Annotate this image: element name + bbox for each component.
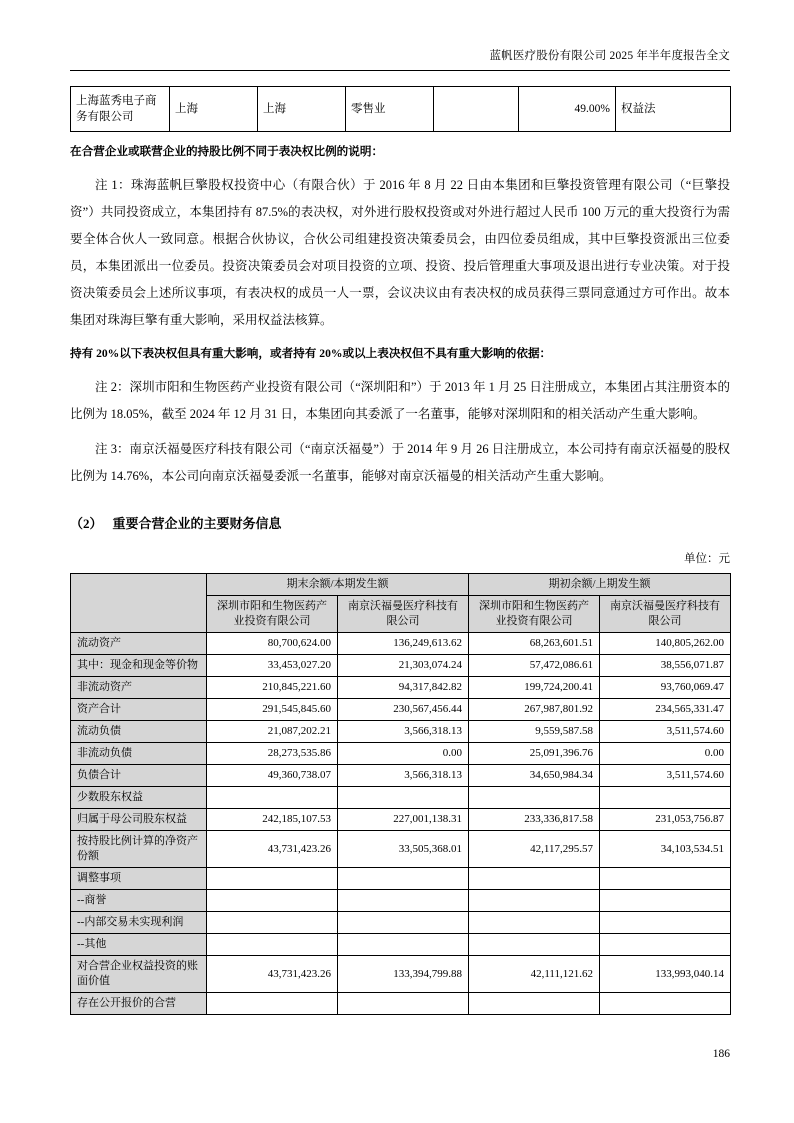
cell-accounting-method: 权益法 [616, 87, 731, 132]
fin-cell: 34,103,534.51 [600, 831, 731, 868]
fin-cell: 233,336,817.58 [469, 809, 600, 831]
fin-cell [469, 912, 600, 934]
section-number: （2） [70, 516, 103, 531]
fin-cell: 231,053,756.87 [600, 809, 731, 831]
fin-cell [338, 934, 469, 956]
fin-cell: 68,263,601.51 [469, 633, 600, 655]
section-title-text: 重要合营企业的主要财务信息 [112, 516, 282, 531]
fin-cell: 25,091,396.76 [469, 743, 600, 765]
fin-cell: 3,511,574.60 [600, 721, 731, 743]
fin-table-row [71, 993, 731, 1015]
fin-cell: 133,993,040.14 [600, 956, 731, 993]
fin-cell: 3,511,574.60 [600, 765, 731, 787]
fin-row-label: 非流动资产 [71, 677, 207, 699]
fin-cell [600, 787, 731, 809]
page-content [70, 86, 730, 1015]
fin-cell: 43,731,423.26 [207, 831, 338, 868]
fin-cell: 57,472,086.61 [469, 655, 600, 677]
fin-row-label: --内部交易未实现利润 [71, 912, 207, 934]
fin-corner-cell [71, 574, 207, 633]
fin-cell: 34,650,984.34 [469, 765, 600, 787]
fin-cell: 133,394,799.88 [338, 956, 469, 993]
fin-table-row [71, 633, 731, 655]
fin-cell: 140,805,262.00 [600, 633, 731, 655]
fin-row-label: 存在公开报价的合营 [71, 993, 207, 1015]
fin-cell: 3,566,318.13 [338, 765, 469, 787]
fin-cell: 21,303,074.24 [338, 655, 469, 677]
fin-cell [207, 787, 338, 809]
group-header-prior: 期初余额/上期发生额 [469, 574, 731, 596]
fin-cell: 0.00 [338, 743, 469, 765]
fin-table-row [71, 655, 731, 677]
fin-row-label: 对合营企业权益投资的账面价值 [71, 956, 207, 993]
fin-group-header-row [71, 574, 731, 596]
fin-cell [600, 934, 731, 956]
unit-label: 单位：元 [684, 553, 730, 565]
fin-cell: 9,559,587.58 [469, 721, 600, 743]
fin-row-label: --商誉 [71, 890, 207, 912]
fin-table-row [71, 765, 731, 787]
fin-cell [207, 868, 338, 890]
fin-table-row [71, 699, 731, 721]
fin-table-row [71, 677, 731, 699]
fin-row-label: --其他 [71, 934, 207, 956]
cell-company-name: 上海蓝秀电子商务有限公司 [71, 87, 170, 132]
fin-table-body [71, 574, 731, 1015]
spacer [70, 428, 730, 436]
fin-cell [469, 890, 600, 912]
note-1-paragraph: 注 1：珠海蓝帆巨擎股权投资中心（有限合伙）于 2016 年 8 月 22 日由本集团和巨擎投资管理有限公司（“巨擎投资”）共同投资成立，本集团持有 87.5%的表决权，对外进行股权投资或对外进行超过人民币 100 万元的重大投资行为需要全体合伙人一致同意。根据合伙协议，合伙公司组建投资决策委员会，由四位委员组成，其中巨擎投资派出三位委员，本集团派出一位委员。投资决策委员会对项目投资的立项、投资、投后管理重大事项及退出进行专业决策。对于投资决策委员会上述所议事项，有表决权的成员一人一票，会议决议由有表决权的成员获得三票同意通过方可作出。故本集团对珠海巨擎有重大影响，采用权益法核算。 [70, 178, 730, 327]
fin-cell [207, 912, 338, 934]
fin-cell [469, 787, 600, 809]
fin-row-label: 少数股东权益 [71, 787, 207, 809]
cell-direct-ratio [434, 87, 519, 132]
fin-cell: 38,556,071.87 [600, 655, 731, 677]
fin-table-row [71, 890, 731, 912]
fin-cell [338, 912, 469, 934]
fin-cell: 94,317,842.82 [338, 677, 469, 699]
fin-table-row [71, 809, 731, 831]
equity-investment-table [70, 86, 731, 132]
section-heading [70, 512, 730, 536]
fin-cell [600, 993, 731, 1015]
fin-cell: 291,545,845.60 [207, 699, 338, 721]
cell-indirect-ratio: 49.00% [519, 87, 616, 132]
fin-cell: 43,731,423.26 [207, 956, 338, 993]
note-3-paragraph: 注 3：南京沃福曼医疗科技有限公司（“南京沃福曼”）于 2014 年 9 月 26 日注册成立，本公司持有南京沃福曼的股权比例为 14.76%，本公司向南京沃福曼委派一名董事，能够对南京沃福曼的相关活动产生重大影响。 [70, 442, 730, 483]
fin-cell [207, 993, 338, 1015]
column-header-2: 南京沃福曼医疗科技有限公司 [338, 596, 469, 633]
fin-row-label: 流动负债 [71, 721, 207, 743]
fin-row-label: 调整事项 [71, 868, 207, 890]
spacer [70, 366, 730, 374]
fin-table-row [71, 787, 731, 809]
fin-cell: 33,453,027.20 [207, 655, 338, 677]
fin-cell [338, 868, 469, 890]
fin-row-label: 其中：现金和现金等价物 [71, 655, 207, 677]
fin-table-row [71, 912, 731, 934]
column-header-1: 深圳市阳和生物医药产业投资有限公司 [207, 596, 338, 633]
fin-cell [469, 868, 600, 890]
column-header-4: 南京沃福曼医疗科技有限公司 [600, 596, 731, 633]
fin-cell [600, 890, 731, 912]
fin-cell: 199,724,200.41 [469, 677, 600, 699]
fin-cell [469, 934, 600, 956]
fin-table-row [71, 831, 731, 868]
fin-cell [469, 993, 600, 1015]
spacer [70, 334, 730, 342]
fin-row-label: 流动资产 [71, 633, 207, 655]
fin-cell: 3,566,318.13 [338, 721, 469, 743]
fin-cell: 136,249,613.62 [338, 633, 469, 655]
fin-row-label: 资产合计 [71, 699, 207, 721]
cell-business-place: 上海 [170, 87, 258, 132]
fin-table-row [71, 868, 731, 890]
group-header-current: 期末余额/本期发生额 [207, 574, 469, 596]
fin-table-row [71, 956, 731, 993]
fin-cell: 33,505,368.01 [338, 831, 469, 868]
fin-cell: 80,700,624.00 [207, 633, 338, 655]
fin-table-row [71, 743, 731, 765]
column-header-3: 深圳市阳和生物医药产业投资有限公司 [469, 596, 600, 633]
fin-table-row [71, 934, 731, 956]
fin-cell [207, 890, 338, 912]
spacer [70, 536, 730, 549]
joint-venture-financials-table [70, 573, 731, 1015]
fin-cell: 42,117,295.57 [469, 831, 600, 868]
fin-table-row [71, 721, 731, 743]
fin-cell: 21,087,202.21 [207, 721, 338, 743]
fin-cell [207, 934, 338, 956]
spacer [70, 132, 730, 140]
voting-ratio-lead: 在合营企业或联营企业的持股比例不同于表决权比例的说明： [70, 145, 384, 158]
fin-cell: 49,360,738.07 [207, 765, 338, 787]
fin-cell: 0.00 [600, 743, 731, 765]
fin-cell: 230,567,456.44 [338, 699, 469, 721]
fin-cell: 242,185,107.53 [207, 809, 338, 831]
fin-cell [338, 993, 469, 1015]
fin-cell [600, 912, 731, 934]
fin-cell [600, 868, 731, 890]
fin-cell [338, 890, 469, 912]
table-row [71, 87, 731, 132]
fin-cell: 210,845,221.60 [207, 677, 338, 699]
significant-influence-lead: 持有 20%以下表决权但具有重大影响，或者持有 20%或以上表决权但不具有重大影响的依据： [70, 347, 552, 360]
note-2-paragraph: 注 2：深圳市阳和生物医药产业投资有限公司（“深圳阳和”）于 2013 年 1 月 25 日注册成立，本集团占其注册资本的比例为 18.05%，截至 2024 年 12 月 31 日，本集团向其委派了一名董事，能够对深圳阳和的相关活动产生重大影响。 [70, 380, 730, 421]
spacer [70, 164, 730, 172]
cell-registration-place: 上海 [258, 87, 346, 132]
fin-cell: 227,001,138.31 [338, 809, 469, 831]
fin-row-label: 归属于母公司股东权益 [71, 809, 207, 831]
fin-row-label: 负债合计 [71, 765, 207, 787]
header-divider [70, 70, 730, 71]
cell-business-nature: 零售业 [346, 87, 434, 132]
fin-cell: 42,111,121.62 [469, 956, 600, 993]
fin-row-label: 非流动负债 [71, 743, 207, 765]
running-header: 蓝帆医疗股份有限公司 2025 年半年度报告全文 [489, 50, 730, 62]
fin-cell: 28,273,535.86 [207, 743, 338, 765]
fin-cell: 93,760,069.47 [600, 677, 731, 699]
fin-row-label: 按持股比例计算的净资产份额 [71, 831, 207, 868]
fin-cell: 234,565,331.47 [600, 699, 731, 721]
spacer [70, 490, 730, 512]
fin-cell: 267,987,801.92 [469, 699, 600, 721]
page-number: 186 [712, 1048, 730, 1060]
fin-cell [338, 787, 469, 809]
